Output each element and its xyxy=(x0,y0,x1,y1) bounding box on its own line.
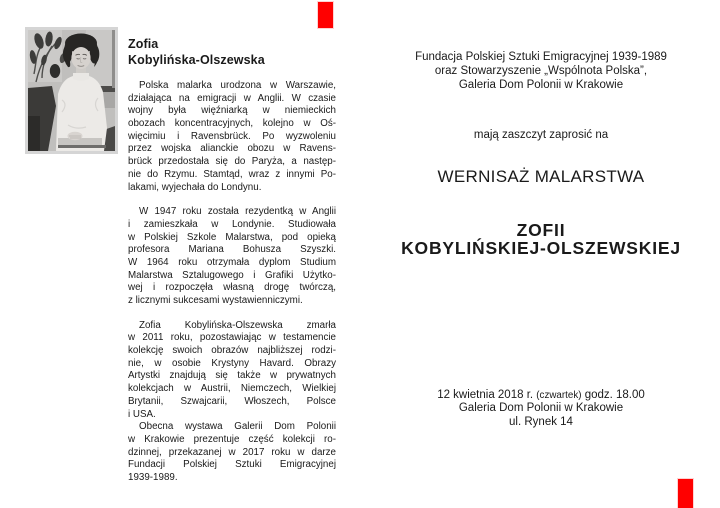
bio-line: z licznymi sukcesami wystawienniczymi. xyxy=(128,295,303,306)
bio-paragraph-2 xyxy=(128,206,336,308)
red-fold-mark-bottom xyxy=(678,479,693,508)
bio-line: Artystki znajdują się także w prywatnych xyxy=(128,370,336,382)
artist-name-caps-line: KOBYLIŃSKIEJ-OLSZEWSKIEJ xyxy=(401,237,681,258)
bio-line: brück przedostała się do Paryża, a następ- xyxy=(128,156,336,168)
bio-line: przez wojska alianckie obozu w Ravens- xyxy=(128,143,336,155)
bio-line: Brytanii, Szwajcarii, Włoszech, Polsce xyxy=(128,395,336,407)
artist-photo xyxy=(25,27,118,154)
bio-line: i zamieszkała w Londynie. Studiowała xyxy=(128,218,336,230)
bio-line: Polska malarka urodzona w Warszawie, xyxy=(139,80,336,91)
bio-line: kolekcjach w Austrii, Niemczech, Wielkiej xyxy=(128,383,336,395)
organizer-line: oraz Stowarzyszenie „Wspólnota Polska”, xyxy=(434,64,648,77)
event-weekday: (czwartek) xyxy=(536,390,582,401)
event-address: ul. Rynek 14 xyxy=(509,415,573,428)
organizers-block xyxy=(380,51,702,92)
bio-line: obozach koncentracyjnych, kolejno w Oś- xyxy=(128,118,336,130)
event-date: 12 kwietnia 2018 r. xyxy=(437,389,534,401)
bio-paragraph-3 xyxy=(128,320,336,422)
bio-line: więcimiu i Ravensbrück. Po wyzwoleniu xyxy=(128,130,336,142)
artist-first-name: Zofia xyxy=(128,37,159,51)
bio-line: wej i rozpoczęła własną drogę twórczą, xyxy=(128,282,336,294)
bio-line: Zofia Kobylińska-Olszewska zmarła xyxy=(139,319,336,331)
event-time: godz. 18.00 xyxy=(584,389,645,401)
red-fold-mark-top xyxy=(318,2,333,28)
bio-line: nie, w osobie Krystyny Havard. Obrazy xyxy=(128,357,336,369)
event-details xyxy=(380,389,702,429)
bio-line: kolekcję swoich obrazów najbliższej rodzi- xyxy=(128,345,336,357)
bio-line: dzinnej, przekazanej w 2017 roku w darze xyxy=(128,446,336,458)
bio-line: Fundacji Polskiej Sztuki Emigracyjnej xyxy=(128,459,336,471)
bio-line: w Krakowie prezentuje część kolekcji ro- xyxy=(128,433,336,445)
artist-last-name: Kobylińska-Olszewska xyxy=(128,53,265,67)
bio-paragraph-4 xyxy=(128,421,336,484)
bio-line: w 2011 roku, pozostawiając w testamencie xyxy=(128,332,336,344)
organizer-line: Fundacja Polskiej Sztuki Emigracyjnej 1939-1989 xyxy=(415,51,667,63)
bio-line: lakami, wyjechała do Londynu. xyxy=(128,181,262,193)
event-venue: Galeria Dom Polonii w Krakowie xyxy=(458,402,624,415)
bio-line: nie do Rzymu. Stamtąd, wraz z innymi Po- xyxy=(128,168,336,180)
bio-line: W 1964 roku otrzymała dyplom Studium xyxy=(128,256,336,268)
bio-line: W 1947 roku została rezydentką w Anglii xyxy=(139,206,336,218)
organizer-line: Galeria Dom Polonii w Krakowie xyxy=(458,78,624,91)
artist-name-caps xyxy=(380,222,702,257)
bio-line: działająca na emigracji w Anglii. W czasie xyxy=(128,92,336,104)
bio-line: Obecna wystawa Galerii Dom Polonii xyxy=(139,421,336,433)
bio-line: i USA. xyxy=(128,408,156,420)
bio-paragraph-1 xyxy=(128,80,336,194)
event-title: WERNISAŻ MALARSTWA xyxy=(437,167,645,186)
bio-line: profesora Mariana Bohusza Szyszki. xyxy=(128,244,336,256)
portrait-photo-icon xyxy=(28,30,115,151)
biography-text xyxy=(128,80,336,485)
bio-line: Malarstwa Sztalugowego i Grafiki Użytko- xyxy=(128,269,336,281)
bio-line: wojny była więźniarką w niemieckich xyxy=(128,105,336,117)
artist-name-heading xyxy=(128,36,336,68)
invitation-line: mają zaszczyt zaprosić na xyxy=(473,129,609,141)
event-date-line xyxy=(380,389,702,402)
artist-name-caps-line: ZOFII xyxy=(516,220,566,240)
bio-line: w Polskiej Szkole Malarstwa, pod opieką xyxy=(128,231,336,243)
bio-line: 1939-1989. xyxy=(128,471,178,483)
